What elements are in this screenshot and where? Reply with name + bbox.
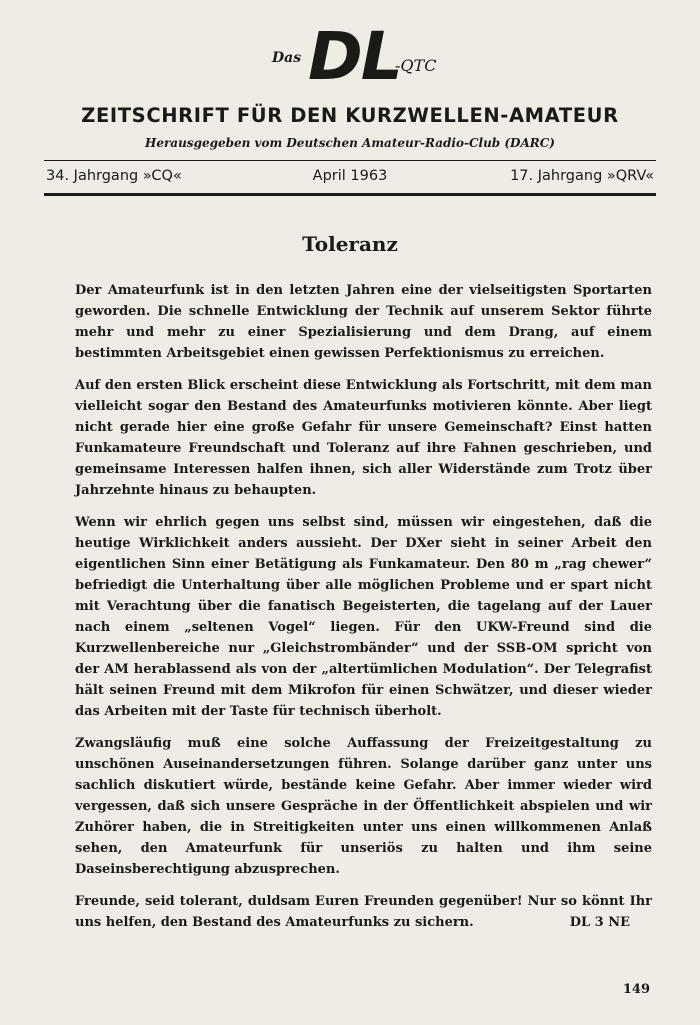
- closing-text: Freunde, seid tolerant, duldsam Euren Freunden gegenüber! Nur so könnt Ihr uns helfen, den Bestand des Amateurfunks zu sichern.: [75, 894, 652, 930]
- article-body: [75, 280, 652, 933]
- article-closing-paragraph: [75, 891, 652, 933]
- article-paragraph: Wenn wir ehrlich gegen uns selbst sind, müssen wir eingestehen, daß die heutige Wirklichkeit anders aussieht. Der DXer sieht in seiner Arbeit den eigentlichen Sinn einer Betätigung als Funkamateur. Den 80 m „rag chewer“ befriedigt die Unterhaltung über alle möglichen Probleme und er spart nicht mit Verachtung über die fanatisch Begeisterten, die tagelang auf der Lauer nach einem „seltenen Vogel“ liegen. Für den UKW-Freund sind die Kurzwellenbereiche nur „Gleichstrombänder“ und der SSB-OM spricht von der AM herablassend als von der „altertümlichen Modulation“. Der Telegrafist hält seinen Freund mit dem Mikrofon für einen Schwätzer, und dieser wieder das Arbeiten mit der Taste für technisch überholt.: [75, 515, 652, 719]
- issue-date: April 1963: [312, 168, 388, 184]
- article-title: Toleranz: [302, 232, 398, 256]
- magazine-subtitle: ZEITSCHRIFT FÜR DEN KURZWELLEN-AMATEUR: [81, 104, 619, 127]
- header-rule-top: [44, 160, 656, 161]
- logo-dl-text: DL: [308, 18, 401, 95]
- issue-volume-cq: 34. Jahrgang »CQ«: [46, 168, 182, 184]
- article-paragraph: Der Amateurfunk ist in den letzten Jahren eine der vielseitigsten Sportarten geworden. Die schnelle Entwicklung der Technik auf unserem Sektor führte mehr und mehr zu einer Spezialisierung und dem Drang, auf einem bestimmten Arbeitsgebiet einen gewissen Perfektionismus zu erreichen.: [75, 283, 652, 361]
- header-rule-bottom: [44, 193, 656, 196]
- issue-info-line: [46, 168, 654, 190]
- publisher-line: Herausgegeben vom Deutschen Amateur-Radio-Club (DARC): [145, 136, 555, 150]
- article-paragraph: Auf den ersten Blick erscheint diese Entwicklung als Fortschritt, mit dem man vielleicht sogar den Bestand des Amateurfunks motivieren könnte. Aber liegt nicht gerade hier eine große Gefahr für unsere Gemeinschaft? Einst hatten Funkamateure Freundschaft und Toleranz auf ihre Fahnen geschrieben, und gemeinsame Interessen halfen ihnen, sich aller Widerstände zum Trotz über Jahrzehnte hinaus zu behaupten.: [75, 378, 652, 498]
- issue-volume-qrv: 17. Jahrgang »QRV«: [510, 168, 654, 184]
- dl-qtc-logo: [272, 18, 462, 95]
- logo-das-text: Das: [272, 50, 302, 66]
- page-number: 149: [622, 982, 650, 997]
- article-paragraph: Zwangsläufig muß eine solche Auffassung der Freizeitgestaltung zu unschönen Auseinandersetzungen führen. Solange darüber ganz unter uns sachlich diskutiert würde, bestände keine Gefahr. Aber immer wieder wird vergessen, daß sich unsere Gespräche in der Öffentlichkeit abspielen und wir Zuhörer haben, die in Streitigkeiten unter uns einen willkommenen Anlaß sehen, den Amateurfunk für unseriös zu halten und ihm seine Daseinsberechtigung abzusprechen.: [75, 736, 652, 877]
- author-signature: DL 3 NE: [569, 915, 630, 930]
- logo-qtc-text: -QTC: [395, 56, 437, 75]
